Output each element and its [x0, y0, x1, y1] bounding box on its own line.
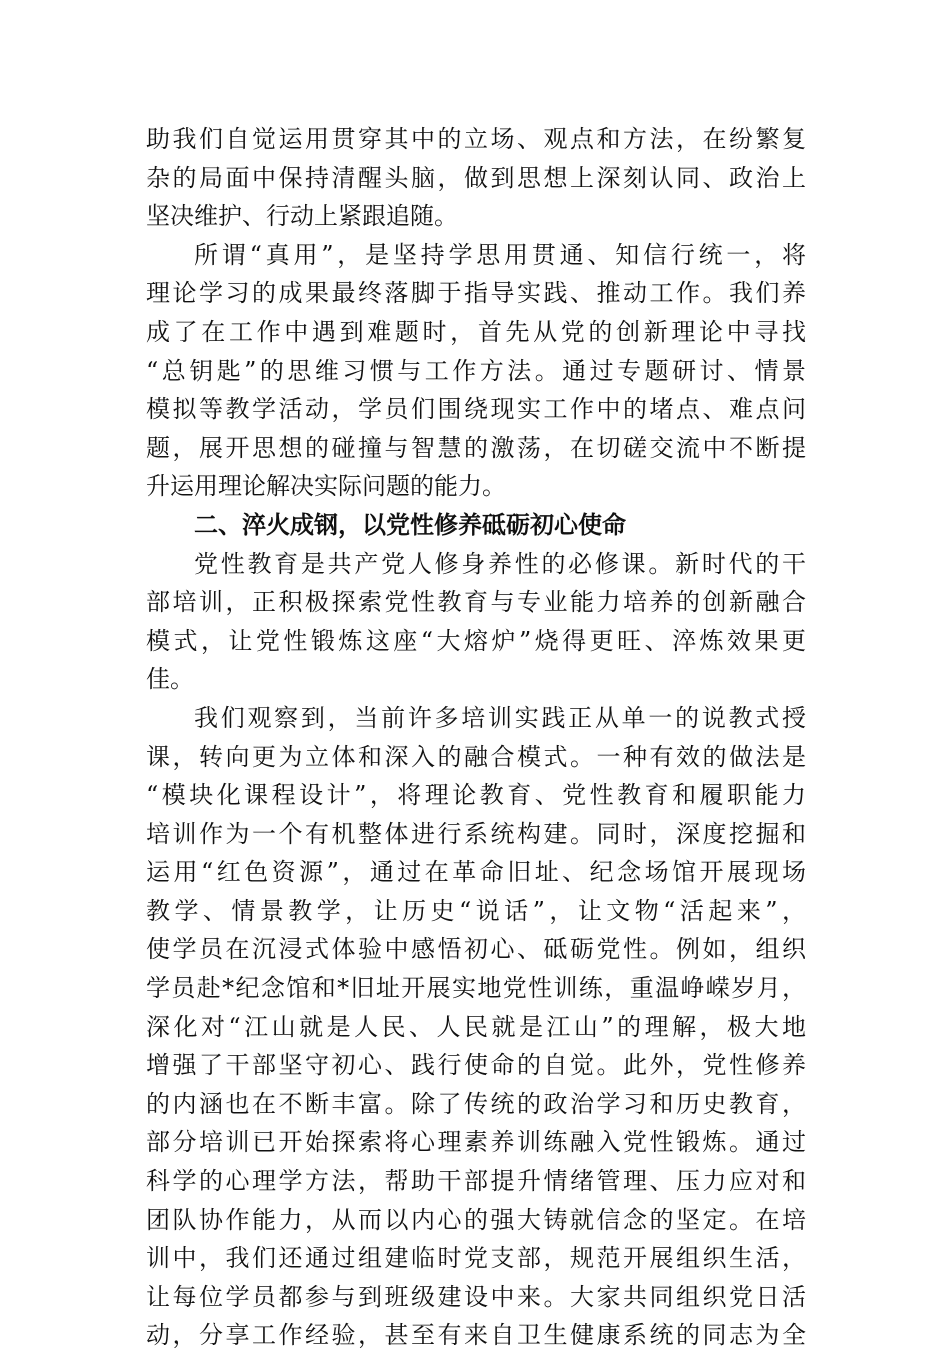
text-line: 模式，让党性锻炼这座“大熔炉”烧得更旺、淬炼效果更 [146, 626, 806, 655]
text-line: 深化对“江山就是人民、人民就是江山”的理解，极大地 [146, 1012, 806, 1041]
text-line: 训中，我们还通过组建临时党支部，规范开展组织生活， [146, 1244, 806, 1273]
paragraph [146, 545, 806, 699]
text-line: 所谓“真用”，是坚持学思用贯通、知信行统一，将 [194, 240, 806, 269]
text-line: 党性教育是共产党人修身养性的必修课。新时代的干 [194, 549, 806, 578]
text-line: 学员赴*纪念馆和*旧址开展实地党性训练，重温峥嵘岁月， [146, 974, 806, 1003]
text-line: 理论学习的成果最终落脚于指导实践、推动工作。我们养 [146, 279, 806, 308]
paragraph [146, 120, 806, 236]
text-line: “模块化课程设计”，将理论教育、党性教育和履职能力 [146, 781, 806, 810]
text-line: 运用“红色资源”，通过在革命旧址、纪念场馆开展现场 [146, 858, 806, 887]
document-body [146, 120, 806, 1355]
paragraph [146, 699, 806, 1355]
text-line: 的内涵也在不断丰富。除了传统的政治学习和历史教育， [146, 1089, 806, 1118]
text-line: 动，分享工作经验，甚至有来自卫生健康系统的同志为全 [146, 1321, 806, 1350]
text-line: 成了在工作中遇到难题时，首先从党的创新理论中寻找 [146, 317, 806, 346]
text-line: 使学员在沉浸式体验中感悟初心、砥砺党性。例如，组织 [146, 935, 806, 964]
text-line: 部分培训已开始探索将心理素养训练融入党性锻炼。通过 [146, 1128, 806, 1157]
text-line: 助我们自觉运用贯穿其中的立场、观点和方法，在纷繁复 [146, 125, 806, 153]
text-line: 题，展开思想的碰撞与智慧的激荡，在切磋交流中不断提 [146, 433, 806, 462]
text-line: 培训作为一个有机整体进行系统构建。同时，深度挖掘和 [146, 819, 806, 848]
text-line: 科学的心理学方法，帮助干部提升情绪管理、压力应对和 [146, 1167, 806, 1196]
text-line: 增强了干部坚守初心、践行使命的自觉。此外，党性修养 [146, 1051, 806, 1080]
text-line: 佳。 [146, 665, 194, 694]
text-line: “总钥匙”的思维习惯与工作方法。通过专题研讨、情景 [146, 356, 806, 385]
text-line: 团队协作能力，从而以内心的强大铸就信念的坚定。在培 [146, 1205, 806, 1234]
text-line: 课，转向更为立体和深入的融合模式。一种有效的做法是 [146, 742, 806, 771]
text-line: 坚决维护、行动上紧跟追随。 [146, 202, 458, 231]
text-line: 杂的局面中保持清醒头脑，做到思想上深刻认同、政治上 [146, 163, 806, 192]
text-line: 模拟等教学活动，学员们围绕现实工作中的堵点、难点问 [146, 395, 806, 424]
text-line: 升运用理论解决实际问题的能力。 [146, 472, 506, 501]
section-heading: 二、淬火成钢，以党性修养砥砺初心使命 [194, 510, 626, 539]
text-line: 教学、情景教学，让历史“说话”，让文物“活起来”， [146, 896, 806, 925]
paragraph [146, 236, 806, 506]
text-line: 让每位学员都参与到班级建设中来。大家共同组织党日活 [146, 1282, 806, 1311]
text-line: 部培训，正积极探索党性教育与专业能力培养的创新融合 [146, 588, 806, 617]
text-line: 我们观察到，当前许多培训实践正从单一的说教式授 [194, 703, 806, 732]
